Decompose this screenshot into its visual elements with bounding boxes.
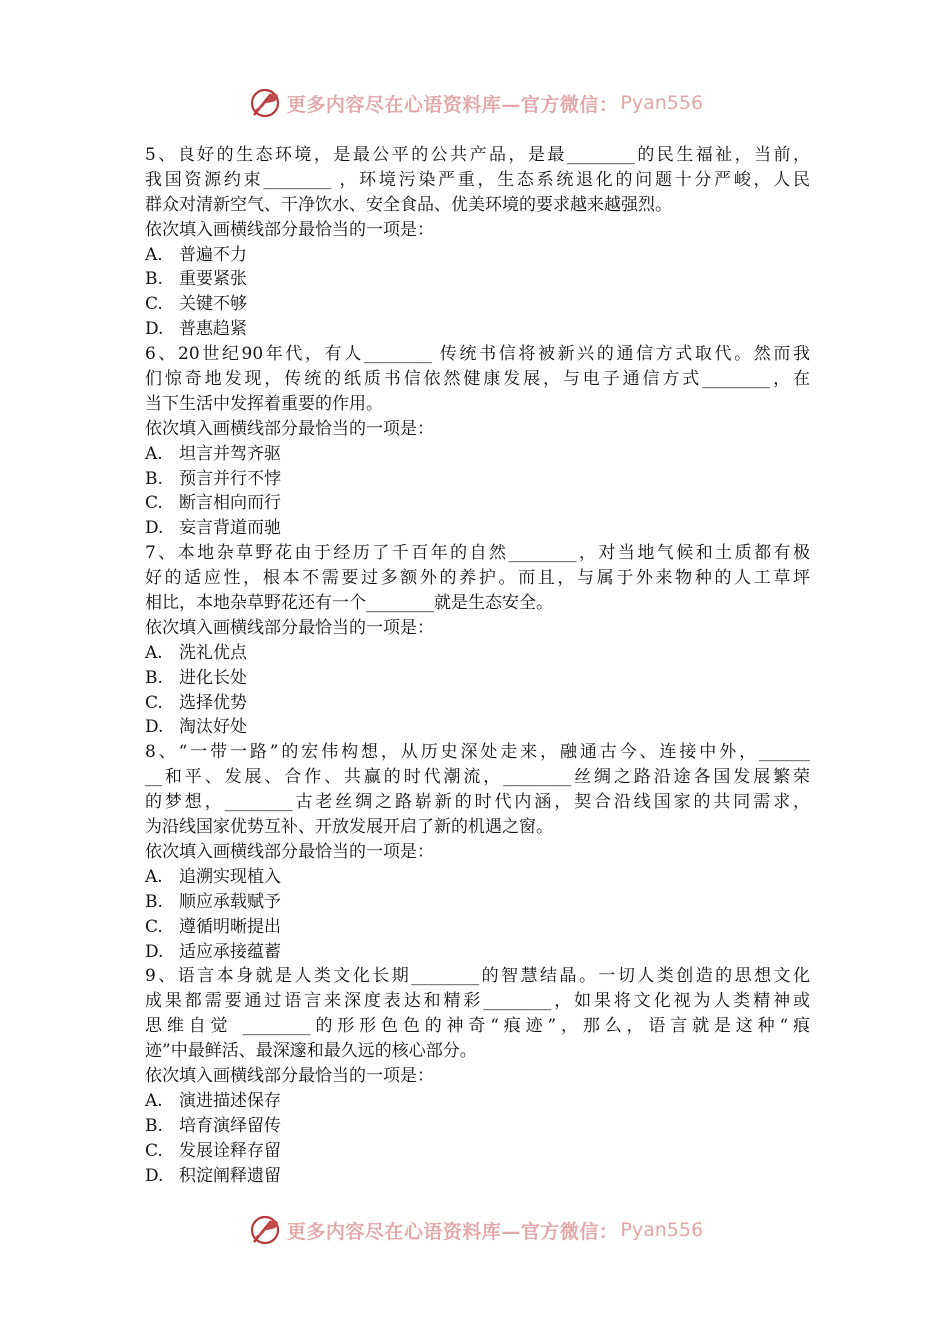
banner-text: 更多内容尽在心语资料库—官方微信： (286, 1220, 619, 1243)
option-b: B. 重要紧张 (145, 269, 247, 290)
question-text-line: 们惊奇地发现，传统的纸质书信依然健康发展，与电子通信方式________，在 (145, 369, 810, 390)
option-a: A. 普遍不力 (145, 244, 247, 265)
quill-logo-icon (247, 1212, 283, 1248)
question-prompt: 依次填入画横线部分最恰当的一项是： (145, 1065, 434, 1086)
option-b: B. 预言并行不悖 (145, 468, 281, 489)
question-content (145, 143, 810, 1188)
question-7 (145, 541, 810, 740)
option-a: A. 追溯实现植入 (145, 866, 281, 887)
question-text-line: 为沿线国家优势互补、开放发展开启了新的机遇之窗。 (145, 817, 553, 838)
question-text-line: 相比，本地杂草野花还有一个________就是生态安全。 (145, 593, 553, 614)
option-b: B. 进化长处 (145, 667, 247, 688)
option-c: C. 断言相向而行 (145, 493, 281, 514)
question-prompt: 依次填入画横线部分最恰当的一项是： (145, 219, 434, 240)
question-text-line: 的梦想，________古老丝绸之路崭新的时代内涵，契合沿线国家的共同需求， (145, 792, 810, 813)
question-prompt: 依次填入画横线部分最恰当的一项是： (145, 841, 434, 862)
question-text-line: 我国资源约束________ ，环境污染严重，生态系统退化的问题十分严峻，人民 (145, 169, 810, 190)
quill-logo-icon (247, 85, 283, 121)
option-a: A. 洗礼优点 (145, 642, 247, 663)
option-c: C. 选择优势 (145, 692, 247, 713)
option-d: D. 妄言背道而驰 (145, 518, 281, 539)
header-banner (0, 83, 950, 123)
question-text-line: 7、本地杂草野花由于经历了千百年的自然________，对当地气候和土质都有极 (145, 543, 810, 564)
question-text-line: 迹”中最鲜活、最深邃和最久远的核心部分。 (145, 1041, 477, 1062)
question-text-line: 群众对清新空气、干净饮水、安全食品、优美环境的要求越来越强烈。 (145, 194, 672, 215)
option-d: D. 普惠趋紧 (145, 319, 247, 340)
question-6 (145, 342, 810, 541)
banner-wechat-id: Pyan556 (620, 92, 704, 114)
option-c: C. 遵循明晰提出 (145, 916, 281, 937)
question-prompt: 依次填入画横线部分最恰当的一项是： (145, 418, 434, 439)
question-text-line: 8、“一带一路”的宏伟构想，从历史深处走来，融通古今、连接中外，______ (145, 742, 810, 763)
option-d: D. 淘汰好处 (145, 717, 247, 738)
option-a: A. 演进描述保存 (145, 1090, 281, 1111)
question-text-line: 6、20世纪90年代，有人________ 传统书信将被新兴的通信方式取代。然而我 (145, 344, 810, 365)
question-text-line: 思维自觉 ________的形形色色的神奇“痕迹”，那么，语言就是这种“痕 (145, 1016, 810, 1037)
option-c: C. 发展诠释存留 (145, 1140, 281, 1161)
option-b: B. 顺应承载赋予 (145, 891, 281, 912)
question-text-line: 成果都需要通过语言来深度表达和精彩________，如果将文化视为人类精神或 (145, 991, 810, 1012)
footer-banner (0, 1210, 950, 1250)
option-a: A. 坦言并驾齐驱 (145, 443, 281, 464)
question-5 (145, 143, 810, 342)
option-b: B. 培育演绎留传 (145, 1115, 281, 1136)
question-text-line: 当下生活中发挥着重要的作用。 (145, 393, 383, 414)
question-text-line: 5、良好的生态环境，是最公平的公共产品，是最________的民生福祉，当前， (145, 145, 810, 165)
question-prompt: 依次填入画横线部分最恰当的一项是： (145, 617, 434, 638)
banner-text: 更多内容尽在心语资料库—官方微信： (286, 93, 619, 116)
option-d: D. 积淀阐释遗留 (145, 1165, 281, 1186)
question-9 (145, 964, 810, 1188)
question-8 (145, 740, 810, 964)
question-text-line: 9、语言本身就是人类文化长期________的智慧结晶。一切人类创造的思想文化 (145, 966, 810, 987)
banner-wechat-id: Pyan556 (620, 1219, 704, 1241)
question-text-line: __和平、发展、合作、共赢的时代潮流，________丝绸之路沿途各国发展繁荣 (145, 767, 810, 788)
option-c: C. 关键不够 (145, 294, 247, 315)
option-d: D. 适应承接蕴蓄 (145, 941, 281, 962)
question-text-line: 好的适应性，根本不需要过多额外的养护。而且，与属于外来物种的人工草坪 (145, 568, 810, 589)
